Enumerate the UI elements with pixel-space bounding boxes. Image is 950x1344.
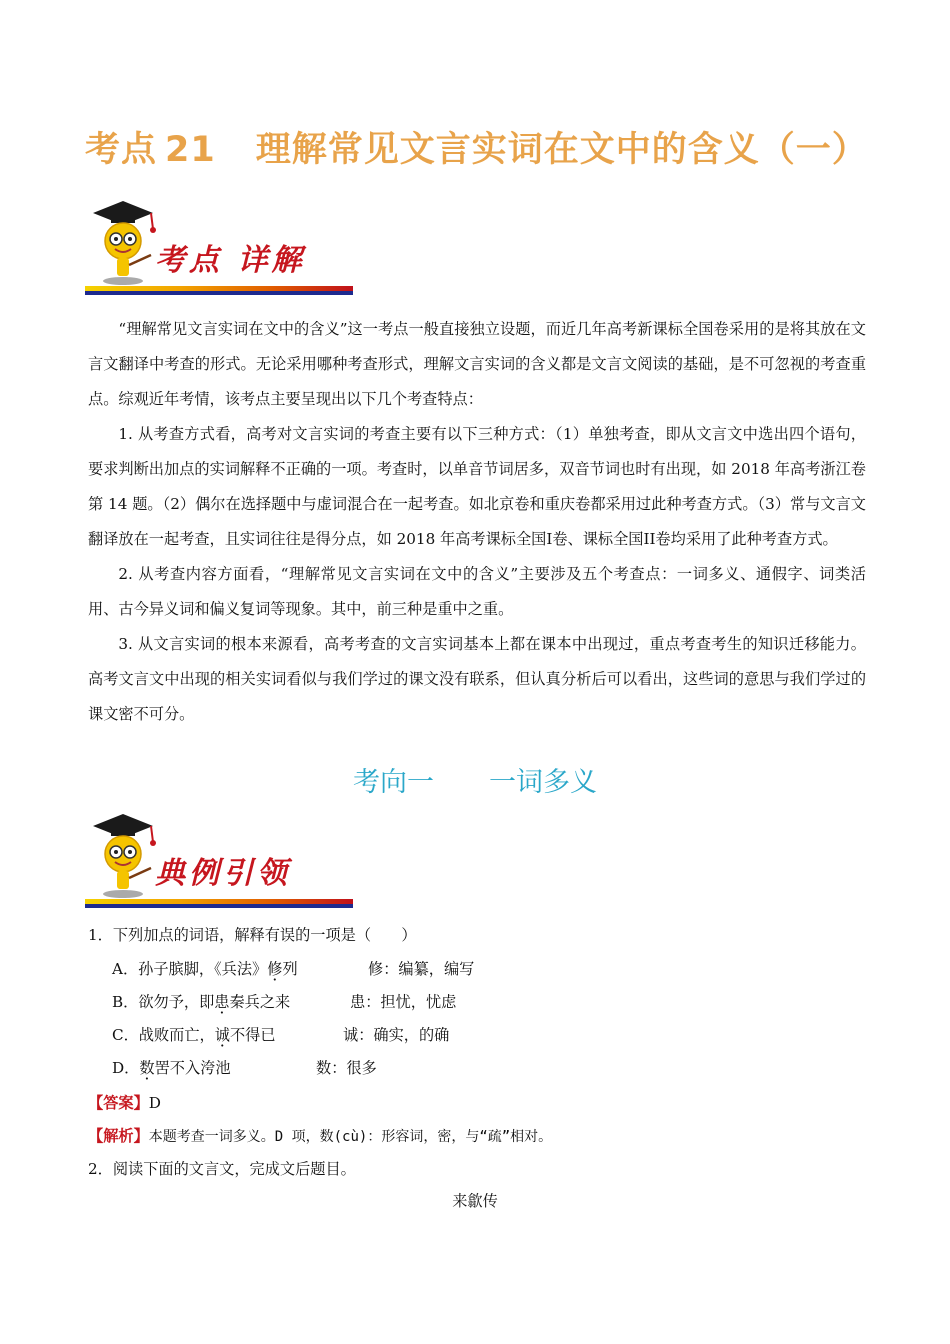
analysis-tag: 【解析】 (88, 1127, 149, 1145)
dotted-word: 修 (267, 960, 283, 978)
analysis-text: 本题考查一词多义。D 项，数(cù)：形容词，密，与“疏”相对。 (148, 1129, 553, 1145)
section-heading-left: 考向一 (353, 767, 434, 798)
answer-line (88, 1092, 161, 1113)
option-text: B．欲勿予，即 (112, 993, 215, 1011)
banner-underline (85, 286, 353, 295)
option-text: 秦兵之来 (229, 993, 291, 1011)
intro-point-3: 3. 从文言实词的根本来源看，高考考查的文言实词基本上都在课本中出现过，重点考查考生的知识迁移能力。高考文言文中出现的相关实词看似与我们学过的课文没有联系，但认真分析后可以看出，这些词的意思与我们学过的课文密不可分。 (88, 635, 866, 723)
dotted-word: 数 (139, 1059, 155, 1077)
scholar-mascot-icon (85, 808, 165, 900)
option-a (112, 958, 298, 979)
analysis-line (88, 1125, 552, 1146)
dotted-word: 患 (214, 993, 230, 1011)
section-banner-examples (85, 808, 355, 908)
option-b (112, 991, 290, 1012)
option-text: C．战败而亡， (112, 1026, 215, 1044)
dotted-word: 诚 (214, 1026, 230, 1044)
banner-underline (85, 899, 353, 908)
intro-point-2: 2. 从考查内容方面看，“理解常见文言实词在文中的含义”主要涉及五个考查点：一词多义、通假字、词类活用、古今异义词和偏义复词等现象。其中，前三种是重中之重。 (88, 565, 866, 618)
option-text: 列 (282, 960, 298, 978)
title-number: 21 (165, 130, 216, 170)
section-heading-right: 一词多义 (489, 767, 597, 798)
option-c-gloss: 诚：确实，的确 (343, 1026, 450, 1044)
answer-value: D (148, 1094, 161, 1112)
option-text: 不得已 (229, 1026, 276, 1044)
intro-point-1: 1. 从考查方式看，高考对文言实词的考查主要有以下三种方式：（1）单独考查，即从文言文中选出四个语句，要求判断出加点的实词解释不正确的一项。考查时，以单音节词居多，双音节词也时有出现，如 2018 年高考浙江卷第 14 题。（2）偶尔在选择题中与虚词混合在一起考查。如北京卷和重庆卷都采用过此种考查方式。（3）常与文言文翻译放在一起考查，且实词往往是得分点，如 2018 年高考课标全国I卷、课标全国II卷均采用了此种考查方式。 (88, 425, 866, 548)
scholar-mascot-icon (85, 195, 165, 287)
passage-title: 来歙传 (452, 1192, 498, 1210)
question-2-stem: 2．阅读下面的文言文，完成文后题目。 (88, 1160, 356, 1178)
title-kaodian: 考点 (85, 130, 158, 170)
intro-text (88, 312, 866, 732)
banner-label: 考点 详解 (155, 243, 306, 278)
option-c (112, 1024, 276, 1045)
question-1 (88, 924, 868, 1184)
option-d-gloss: 数：很多 (316, 1059, 377, 1077)
intro-paragraph: “理解常见文言实词在文中的含义”这一考点一般直接独立设题，而近几年高考新课标全国卷采用的是将其放在文言文翻译中考查的形式。无论采用哪种考查形式，理解文言实词的含义都是文言文阅读的基础，是不可忽视的考查重点。综观近年考情，该考点主要呈现出以下几个考查特点： (88, 320, 866, 408)
option-text: A．孙子膑脚，《兵法》 (112, 960, 268, 978)
answer-tag: 【答案】 (88, 1094, 149, 1112)
option-d (112, 1057, 231, 1078)
option-text: D． (112, 1059, 140, 1077)
section-heading (0, 760, 950, 799)
option-b-gloss: 患：担忧，忧虑 (350, 993, 457, 1011)
banner-label: 典例引领 (155, 856, 291, 891)
section-banner-kaodian (85, 195, 355, 295)
option-text: 罟不入洿池 (154, 1059, 231, 1077)
question-stem: 1．下列加点的词语，解释有误的一项是（ ） (88, 926, 417, 944)
page-title (85, 122, 885, 172)
title-text: 理解常见文言实词在文中的含义（一） (255, 130, 868, 170)
option-a-gloss: 修：编纂，编写 (368, 960, 475, 978)
